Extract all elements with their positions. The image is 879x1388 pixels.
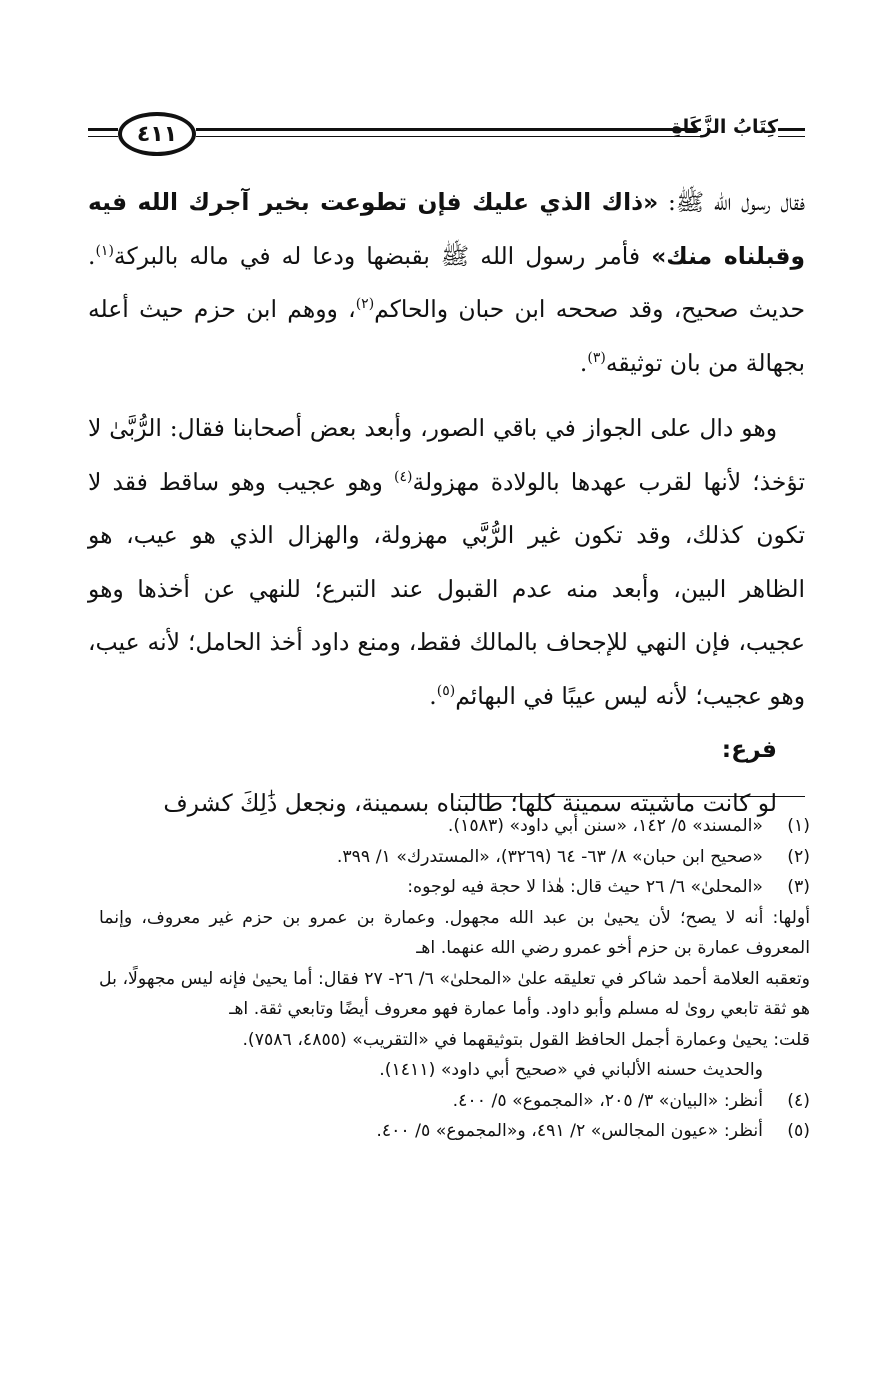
- main-text: [88, 176, 805, 830]
- header-rule: [196, 136, 701, 137]
- footnote-3: [170, 872, 810, 903]
- text-run: وهو دال على الجواز في باقي الصور، وأبعد بعض أصحابنا فقال: الرُّبَّىٰ لا تؤخذ؛ لأنها لقرب عهدها بالولادة مهزولة: [88, 414, 805, 496]
- footnote-3-block: [170, 1055, 810, 1086]
- footnote-3-block: أولها: أنه لا يصح؛ لأن يحيىٰ بن عبد الله مجهول. وعمارة بن عمرو بن حزم غير معروف، وإنما المعروف عمارة بن حزم أخو عمرو رضي الله عنهما. اهـ: [99, 907, 810, 958]
- paragraph: لو كانت ماشيته سمينة كلها؛ طالبناه بسمينة، ونجعل ذَٰلِكَ كشرف: [163, 788, 777, 817]
- running-head: كِتَابُ الزَّكَاةِ: [671, 116, 778, 138]
- footnote-ref[interactable]: (٣): [587, 349, 606, 366]
- footnote-text: «المحلىٰ» ٦/ ٢٦ حيث قال: هٰذا لا حجة فيه لوجوه:: [407, 877, 763, 897]
- text-run: . حديث صحيح، وقد صححه ابن حبان والحاكم: [88, 241, 805, 323]
- footnote-number: (٣): [787, 877, 810, 897]
- footnote-ref[interactable]: (١): [95, 242, 114, 259]
- section-heading: فرع:: [721, 735, 777, 763]
- footnote-3-block: قلت: يحيىٰ وعمارة أجمل الحافظ القول بتوثيقهما في «التقريب» (٤٨٥٥، ٧٥٨٦).: [242, 1029, 810, 1050]
- footnote-text: أنظر: «البيان» ٣/ ٢٠٥، «المجموع» ٥/ ٤٠٠.: [452, 1090, 763, 1111]
- hadith-quote: «ذاك الذي عليك فإن تطوعت بخير آجرك الله فيه وقبلناه منك»: [88, 188, 805, 270]
- footnote-3-block: وتعقبه العلامة أحمد شاكر في تعليقه علىٰ «المحلىٰ» ٦/ ٢٦- ٢٧ فقال: أما يحيىٰ فإنه ليس مجهولًا، بل هو ثقة تابعي روىٰ له مسلم وأبو داود. وأما عمارة فهو معروف أيضًا وتابعي ثقة. اهـ: [99, 968, 810, 1019]
- footnote-number: (٤): [787, 1090, 810, 1111]
- footnote-number: (١): [787, 816, 810, 836]
- footnote-text: والحديث حسنه الألباني في «صحيح أبي داود» (١٤١١).: [379, 1060, 763, 1080]
- footnote-text: أنظر: «عيون المجالس» ٢/ ٤٩١، و«المجموع» ٥/ ٤٠٠.: [376, 1121, 763, 1141]
- text-run: وهو عجيب وهو ساقط فقد لا تكون كذلك، وقد تكون غير الرُّبَّي مهزولة، والهزال الذي هو عيب، هو الظاهر البين، وأبعد منه عدم القبول عند التبرع؛ للنهي عن أخذها وهو عجيب، فإن النهي للإجحاف بالمالك فقط، ومنع داود أخذ الحامل؛ لأنه عيب، وهو عجيب؛ لأنه ليس عيبًا في البهائم: [88, 467, 805, 710]
- footnote-4: [170, 1086, 810, 1117]
- paragraph: [88, 402, 805, 723]
- header-rule: [778, 128, 805, 131]
- footnotes: [99, 811, 810, 1147]
- footnote-ref[interactable]: (٢): [355, 296, 375, 313]
- header-rule: [88, 128, 118, 131]
- header-rule: [778, 136, 805, 137]
- text-run: فأمر رسول الله ﷺ بقبضها ودعا له في ماله بالبركة: [113, 241, 652, 270]
- text-run: فقال رسول الله ﷺ:: [658, 188, 805, 216]
- footnote-text: «المسند» ٥/ ١٤٢، «سنن أبي داود» (١٥٨٣).: [447, 816, 763, 836]
- footnote-ref[interactable]: (٥): [436, 682, 456, 699]
- text-run: .: [429, 681, 437, 710]
- footnote-text: «صحيح ابن حبان» ٨/ ٦٣- ٦٤ (٣٢٦٩)، «المستدرك» ١/ ٣٩٩.: [336, 846, 763, 867]
- footnote-number: (٢): [787, 846, 810, 867]
- footnote-2: [170, 842, 810, 873]
- footnote-5: [170, 1116, 810, 1147]
- footnote-ref[interactable]: (٤): [393, 468, 413, 485]
- footnote-separator: [460, 796, 805, 797]
- paragraph: [88, 176, 805, 390]
- header-rule: [196, 128, 701, 131]
- footnote-number: (٥): [787, 1121, 810, 1141]
- page-number: ٤١١: [118, 112, 196, 156]
- text-run: .: [579, 348, 588, 377]
- header-rule: [88, 136, 118, 137]
- footnote-1: [170, 811, 810, 842]
- page-header: [88, 112, 805, 158]
- text-run: ، ووهم ابن حزم حيث أعله بجهالة من بان توثيقه: [88, 295, 805, 377]
